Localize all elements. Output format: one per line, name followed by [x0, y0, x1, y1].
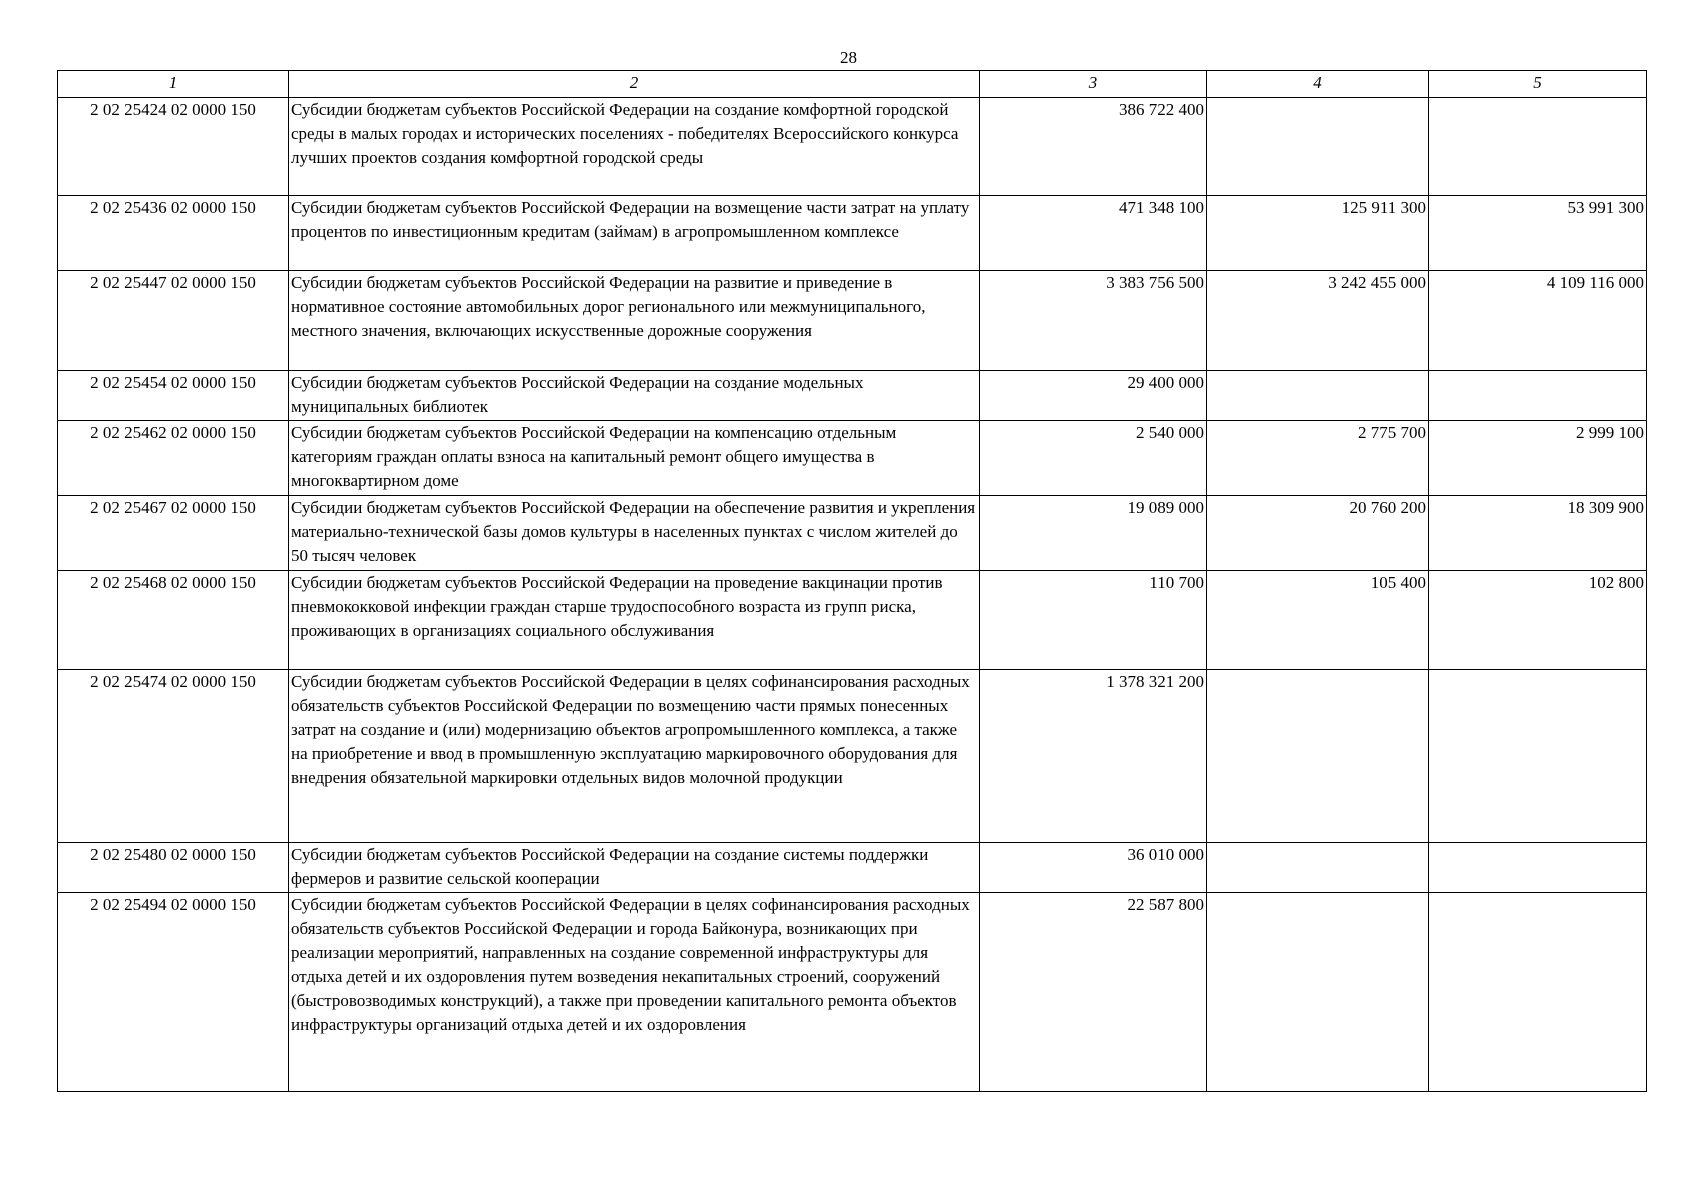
row-value-3: 471 348 100 — [980, 196, 1207, 271]
row-value-5: 4 109 116 000 — [1429, 271, 1647, 371]
budget-table — [57, 70, 1647, 1092]
row-value-3: 1 378 321 200 — [980, 670, 1207, 843]
row-code: 2 02 25454 02 0000 150 — [58, 371, 289, 421]
row-value-3: 110 700 — [980, 571, 1207, 670]
row-name: Субсидии бюджетам субъектов Российской Федерации на компенсацию отдельным категориям граждан оплаты взноса на капитальный ремонт общего имущества в многоквартирном доме — [289, 421, 980, 496]
row-value-4: 20 760 200 — [1207, 496, 1429, 571]
row-value-4 — [1207, 371, 1429, 421]
row-name: Субсидии бюджетам субъектов Российской Федерации на обеспечение развития и укрепления материально-технической базы домов культуры в населенных пунктах с числом жителей до 50 тысяч человек — [289, 496, 980, 571]
table-row — [58, 98, 1647, 196]
table-row — [58, 843, 1647, 893]
row-value-4: 3 242 455 000 — [1207, 271, 1429, 371]
row-value-5 — [1429, 670, 1647, 843]
row-value-4: 105 400 — [1207, 571, 1429, 670]
table-row — [58, 271, 1647, 371]
row-value-5 — [1429, 893, 1647, 1092]
row-value-4: 125 911 300 — [1207, 196, 1429, 271]
table-row — [58, 571, 1647, 670]
page-number: 28 — [840, 48, 857, 67]
row-code: 2 02 25468 02 0000 150 — [58, 571, 289, 670]
row-value-4 — [1207, 843, 1429, 893]
row-value-3: 29 400 000 — [980, 371, 1207, 421]
row-value-3: 19 089 000 — [980, 496, 1207, 571]
row-name: Субсидии бюджетам субъектов Российской Федерации на возмещение части затрат на уплату процентов по инвестиционным кредитам (займам) в агропромышленном комплексе — [289, 196, 980, 271]
row-value-5: 2 999 100 — [1429, 421, 1647, 496]
row-value-3: 22 587 800 — [980, 893, 1207, 1092]
row-value-4 — [1207, 893, 1429, 1092]
row-value-5 — [1429, 843, 1647, 893]
table-row — [58, 670, 1647, 843]
table-row — [58, 371, 1647, 421]
header-row — [58, 71, 1647, 98]
table-row — [58, 496, 1647, 571]
row-value-4 — [1207, 670, 1429, 843]
row-name: Субсидии бюджетам субъектов Российской Федерации на создание модельных муниципальных библиотек — [289, 371, 980, 421]
row-value-5 — [1429, 98, 1647, 196]
row-name: Субсидии бюджетам субъектов Российской Федерации в целях софинансирования расходных обязательств субъектов Российской Федерации и города Байконура, возникающих при реализации мероприятий, направленных на создание современной инфраструктуры для отдыха детей и их оздоровления путем возведения некапитальных строений, сооружений (быстровозводимых конструкций), а также при проведении капитального ремонта объектов инфраструктуры организаций отдыха детей и их оздоровления — [289, 893, 980, 1092]
column-header-1: 1 — [58, 71, 289, 98]
column-header-5: 5 — [1429, 71, 1647, 98]
row-value-4 — [1207, 98, 1429, 196]
row-code: 2 02 25462 02 0000 150 — [58, 421, 289, 496]
column-header-4: 4 — [1207, 71, 1429, 98]
row-value-5: 102 800 — [1429, 571, 1647, 670]
row-name: Субсидии бюджетам субъектов Российской Федерации на создание системы поддержки фермеров и развитие сельской кооперации — [289, 843, 980, 893]
column-header-3: 3 — [980, 71, 1207, 98]
row-value-5 — [1429, 371, 1647, 421]
table-row — [58, 893, 1647, 1092]
row-value-5: 18 309 900 — [1429, 496, 1647, 571]
row-value-3: 3 383 756 500 — [980, 271, 1207, 371]
row-code: 2 02 25480 02 0000 150 — [58, 843, 289, 893]
row-name: Субсидии бюджетам субъектов Российской Федерации на развитие и приведение в нормативное состояние автомобильных дорог регионального или межмуниципального, местного значения, включающих искусственные дорожные сооружения — [289, 271, 980, 371]
row-code: 2 02 25447 02 0000 150 — [58, 271, 289, 371]
row-name: Субсидии бюджетам субъектов Российской Федерации в целях софинансирования расходных обязательств субъектов Российской Федерации по возмещению части прямых понесенных затрат на создание и (или) модернизацию объектов агропромышленного комплекса, а также на приобретение и ввод в промышленную эксплуатацию маркировочного оборудования для внедрения обязательной маркировки отдельных видов молочной продукции — [289, 670, 980, 843]
table-row — [58, 196, 1647, 271]
row-code: 2 02 25474 02 0000 150 — [58, 670, 289, 843]
row-name: Субсидии бюджетам субъектов Российской Федерации на создание комфортной городской среды в малых городах и исторических поселениях - победителях Всероссийского конкурса лучших проектов создания комфортной городской среды — [289, 98, 980, 196]
row-value-5: 53 991 300 — [1429, 196, 1647, 271]
row-name: Субсидии бюджетам субъектов Российской Федерации на проведение вакцинации против пневмококковой инфекции граждан старше трудоспособного возраста из групп риска, проживающих в организациях социального обслуживания — [289, 571, 980, 670]
table-row — [58, 421, 1647, 496]
row-value-3: 36 010 000 — [980, 843, 1207, 893]
column-header-2: 2 — [289, 71, 980, 98]
row-code: 2 02 25494 02 0000 150 — [58, 893, 289, 1092]
row-code: 2 02 25436 02 0000 150 — [58, 196, 289, 271]
row-value-3: 2 540 000 — [980, 421, 1207, 496]
row-code: 2 02 25424 02 0000 150 — [58, 98, 289, 196]
row-value-4: 2 775 700 — [1207, 421, 1429, 496]
row-code: 2 02 25467 02 0000 150 — [58, 496, 289, 571]
row-value-3: 386 722 400 — [980, 98, 1207, 196]
